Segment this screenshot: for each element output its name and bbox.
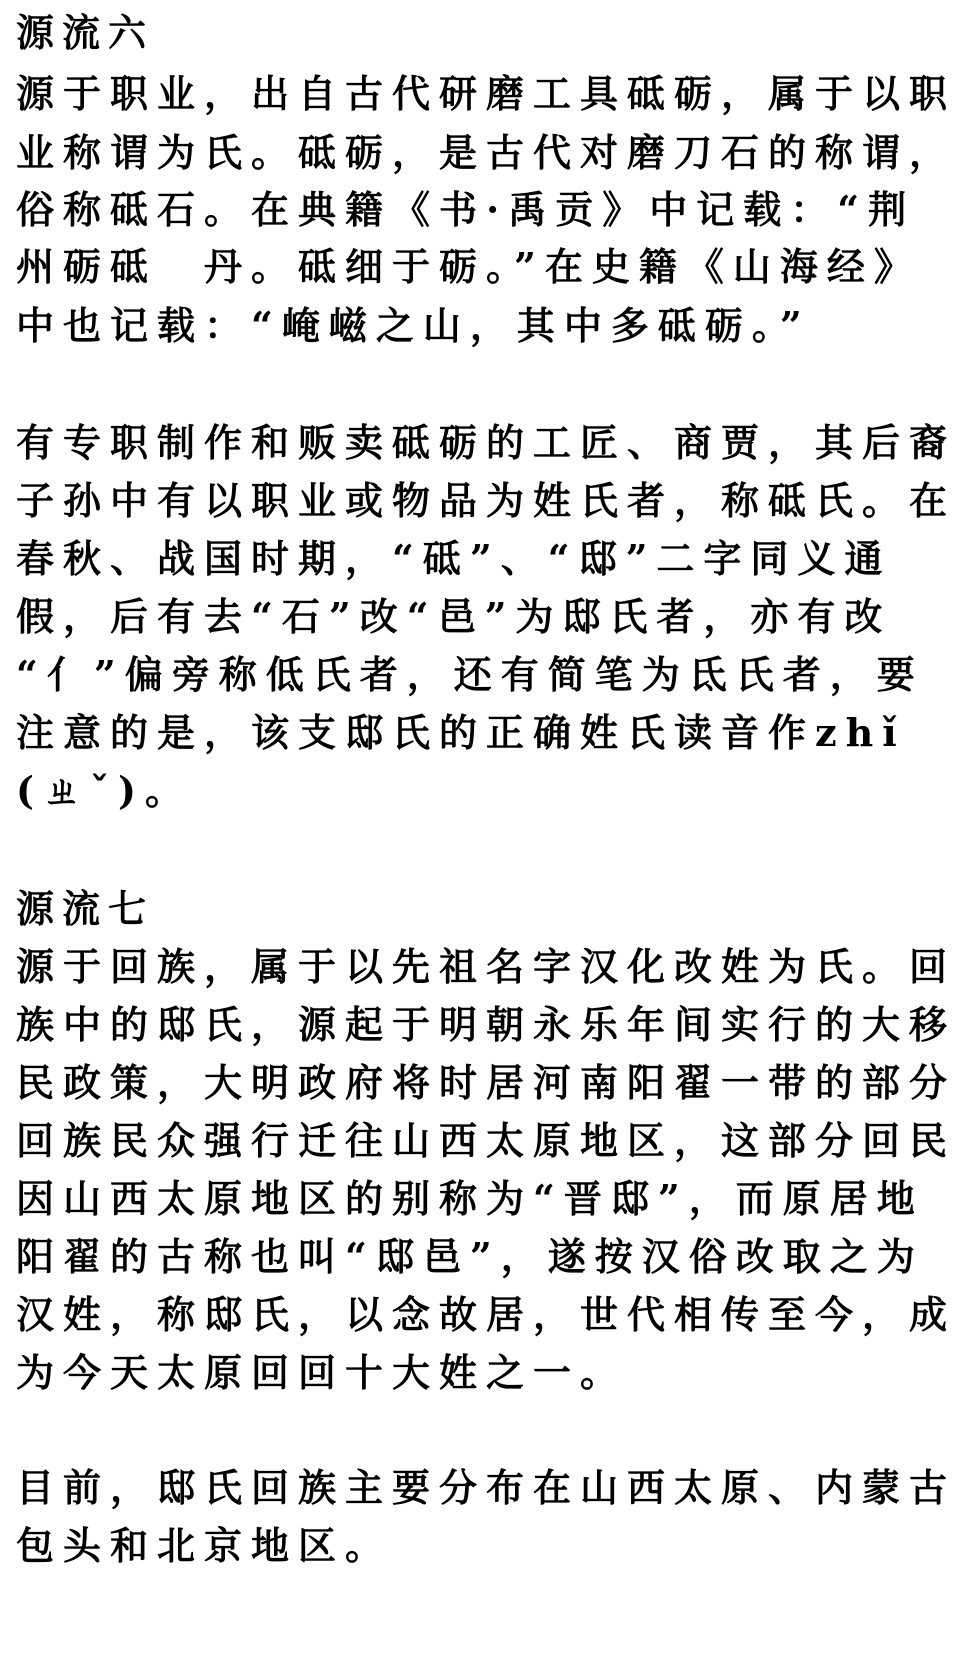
- section-6-line-5: 中也记载：“崦嵫之山，其中多砥砺。”: [16, 303, 811, 348]
- section-6-para2-line-7: (ㄓˇ)。: [16, 768, 192, 813]
- section-7-line-1: 源于回族，属于以先祖名字汉化改姓为氏。回: [16, 944, 957, 989]
- section-6-line-2: 业称谓为氏。砥砺，是古代对磨刀石的称谓，: [16, 130, 957, 175]
- section-7-line-4: 回族民众强行迁往山西太原地区，这部分回民: [16, 1118, 957, 1163]
- section-6-para2-line-6: 注意的是，该支邸氏的正确姓氏读音作zhǐ: [16, 710, 906, 755]
- section-6-para2-line-3: 春秋、战国时期，“砥”、“邸”二字同义通: [16, 536, 892, 581]
- section-7-line-7: 汉姓，称邸氏，以念故居，世代相传至今，成: [16, 1292, 957, 1337]
- section-7-line-5: 因山西太原地区的别称为“晋邸”，而原居地: [16, 1176, 924, 1221]
- section-7-heading: 源流七: [16, 886, 155, 931]
- section-6-para2-line-4: 假，后有去“石”改“邑”为邸氏者，亦有改: [16, 594, 892, 639]
- section-7-line-6: 阳翟的古称也叫“邸邑”，遂按汉俗改取之为: [16, 1234, 924, 1279]
- section-6-para2-line-1: 有专职制作和贩卖砥砺的工匠、商贾，其后裔: [16, 420, 957, 465]
- section-6-heading: 源流六: [16, 10, 155, 55]
- section-6-para2-line-5: “亻”偏旁称低氏者，还有简笔为氐氏者，要: [16, 652, 924, 697]
- section-7-line-3: 民政策，大明政府将时居河南阳翟一带的部分: [16, 1060, 957, 1105]
- section-7-para2-line-2: 包头和北京地区。: [16, 1523, 393, 1568]
- section-6-line-4: 州砺砥 丹。砥细于砺。”在史籍《山海经》: [16, 244, 921, 289]
- section-6-line-1: 源于职业，出自古代研磨工具砥砺，属于以职: [16, 71, 957, 116]
- section-6-line-3: 俗称砥石。在典籍《书·禹贡》中记载：“荆: [16, 187, 916, 232]
- section-7-line-2: 族中的邸氏，源起于明朝永乐年间实行的大移: [16, 1002, 957, 1047]
- section-7-para2-line-1: 目前，邸氏回族主要分布在山西太原、内蒙古: [16, 1465, 957, 1510]
- section-7-line-8: 为今天太原回回十大姓之一。: [16, 1350, 628, 1395]
- section-6-para2-line-2: 子孙中有以职业或物品为姓氏者，称砥氏。在: [16, 478, 957, 523]
